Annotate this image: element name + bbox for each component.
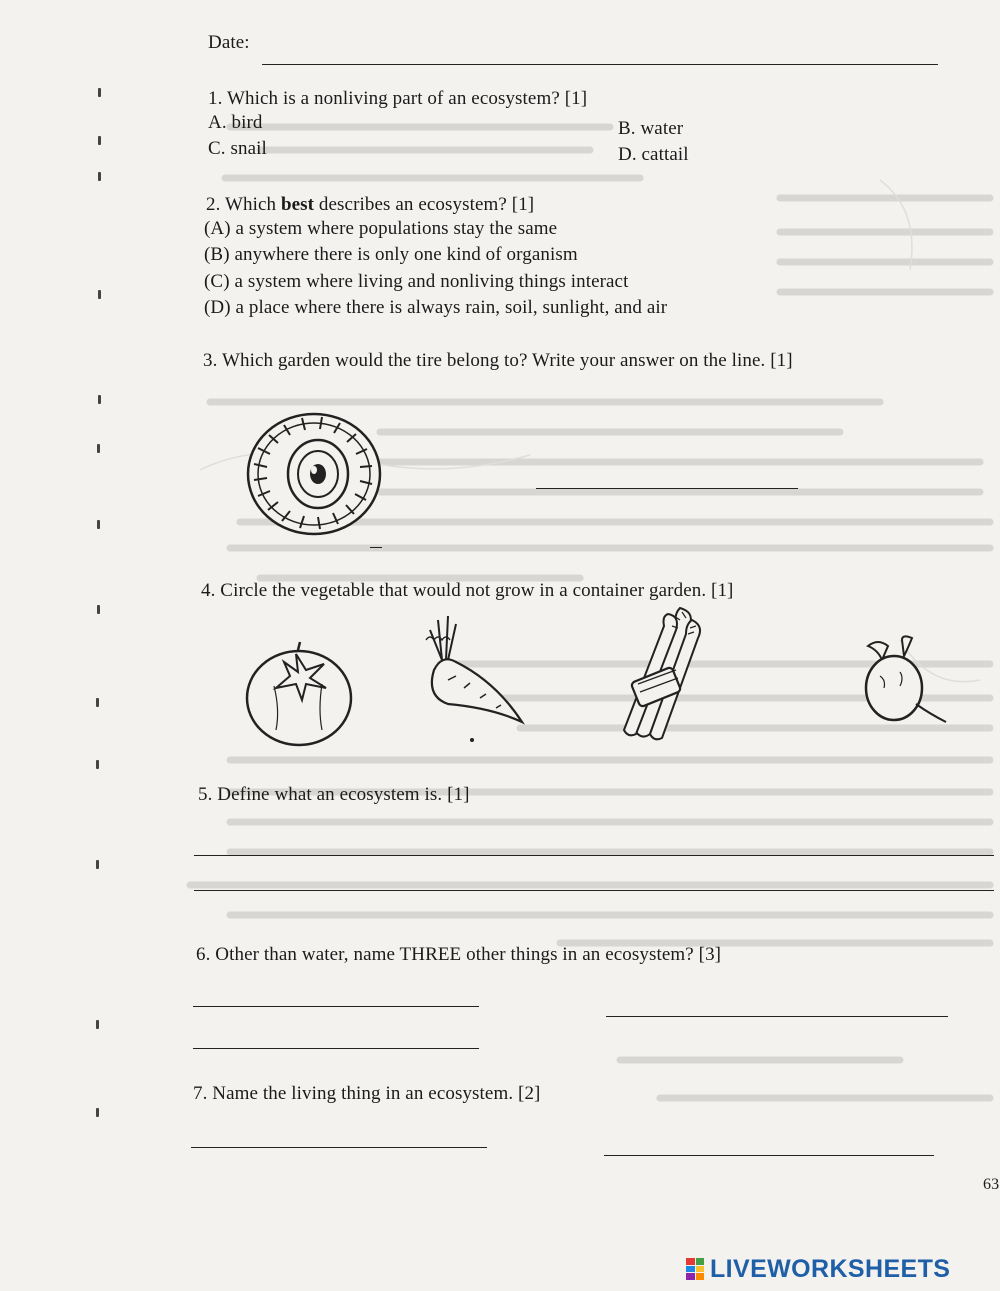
- margin-mark: [97, 444, 100, 453]
- page-number: 63: [983, 1176, 1000, 1193]
- date-label: Date:: [208, 32, 250, 53]
- question-1-prompt: 1. Which is a nonliving part of an ecosystem? [1]: [208, 88, 588, 109]
- q2-option-a[interactable]: (A) a system where populations stay the same: [204, 218, 558, 239]
- q7-answer-line-1[interactable]: [191, 1147, 487, 1148]
- tomato-icon[interactable]: [244, 640, 354, 750]
- margin-mark: [98, 172, 101, 181]
- liveworksheets-watermark: [686, 1254, 992, 1284]
- watermark-text: LIVEWORKSHEETS: [710, 1254, 951, 1283]
- margin-mark: [97, 605, 100, 614]
- q6-answer-line-2[interactable]: [606, 1016, 948, 1017]
- question-7-prompt: 7. Name the living thing in an ecosystem. [2]: [193, 1083, 541, 1104]
- q5-answer-line-1[interactable]: [194, 855, 994, 856]
- question-5-prompt: 5. Define what an ecosystem is. [1]: [198, 784, 470, 805]
- q2-prompt-emphasis: best: [280, 194, 315, 215]
- carrot-icon[interactable]: [408, 610, 528, 740]
- margin-mark: [98, 88, 101, 97]
- q1-option-a[interactable]: A. bird: [208, 112, 263, 133]
- margin-mark: [96, 860, 99, 869]
- question-3-prompt: 3. Which garden would the tire belong to? Write your answer on the line. [1]: [203, 350, 793, 371]
- q6-answer-line-1[interactable]: [193, 1006, 479, 1007]
- stray-mark: [370, 547, 382, 548]
- q1-option-d[interactable]: D. cattail: [618, 144, 689, 165]
- q7-answer-line-2[interactable]: [604, 1155, 934, 1156]
- margin-mark: [98, 395, 101, 404]
- question-4-prompt: 4. Circle the vegetable that would not grow in a container garden. [1]: [201, 580, 734, 601]
- liveworksheets-logo-icon: [686, 1258, 704, 1280]
- tire-icon: [244, 408, 384, 538]
- date-field[interactable]: [262, 64, 938, 65]
- question-6-prompt: 6. Other than water, name THREE other things in an ecosystem? [3]: [196, 944, 722, 965]
- margin-mark: [96, 1108, 99, 1117]
- margin-mark: [96, 698, 99, 707]
- question-2-prompt: [206, 194, 534, 216]
- q2-option-c[interactable]: (C) a system where living and nonliving things interact: [204, 271, 629, 292]
- asparagus-icon[interactable]: [612, 600, 712, 750]
- q2-option-d[interactable]: (D) a place where there is always rain, soil, sunlight, and air: [204, 297, 668, 318]
- q2-prompt-start: 2. Which: [206, 194, 281, 215]
- margin-mark: [96, 1020, 99, 1029]
- q5-answer-line-2[interactable]: [194, 890, 994, 891]
- margin-mark: [96, 760, 99, 769]
- q1-option-b[interactable]: B. water: [618, 118, 684, 139]
- q1-option-c[interactable]: C. snail: [208, 138, 267, 159]
- margin-mark: [98, 136, 101, 145]
- margin-mark: [97, 520, 100, 529]
- q2-prompt-end: describes an ecosystem? [1]: [314, 194, 535, 215]
- margin-mark: [98, 290, 101, 299]
- q6-answer-line-3[interactable]: [193, 1048, 479, 1049]
- q3-answer-line[interactable]: [536, 488, 798, 489]
- beet-icon[interactable]: [858, 636, 948, 736]
- q2-option-b[interactable]: (B) anywhere there is only one kind of organism: [204, 244, 578, 265]
